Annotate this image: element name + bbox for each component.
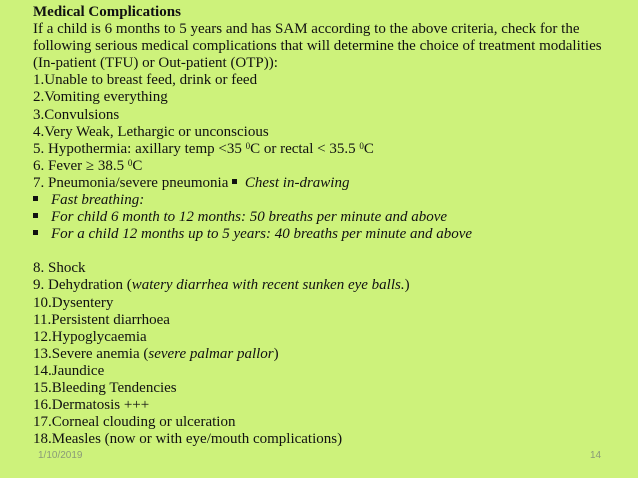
text-segment: C [363,140,374,157]
square-bullet-icon [33,226,51,243]
text-segment: 8. Shock [33,260,86,277]
square-bullet-icon [33,209,51,226]
list-item [33,141,623,158]
bullet-item [33,226,623,243]
bullet-item [33,192,623,209]
text-segment: 4.Very Weak, Lethargic or unconscious [33,123,269,140]
text-segment: For a child 12 months up to 5 years: 40 breaths per minute and above [51,226,473,243]
list-item [33,380,623,397]
list-item [33,431,623,448]
text-segment: 11.Persistent diarrhoea [33,311,170,328]
slide-body [33,4,623,448]
text-segment: ) [404,277,410,294]
text-segment: Chest in-drawing [241,174,350,191]
text-segment: 15.Bleeding Tendencies [33,379,177,396]
list-item [33,158,623,175]
text-segment: severe palmar pallor [148,345,274,362]
list-item [33,397,623,414]
list-item [33,89,623,106]
text-segment: ) [273,345,279,362]
text-segment: 6. Fever ≥ 38.5 [33,157,128,174]
text-segment: 14.Jaundice [33,362,105,379]
slide-date: 1/10/2019 [38,450,83,461]
square-bullet-icon [33,192,51,209]
list-item [33,295,623,312]
text-segment: 12.Hypoglycaemia [33,328,147,345]
slide-title: Medical Complications [33,4,181,20]
text-segment: 10.Dysentery [33,294,114,311]
list-item [33,124,623,141]
list-item [33,346,623,363]
text-segment: 13.Severe anemia ( [33,345,149,362]
square-bullet-icon [232,179,237,184]
degree-superscript: 0 [127,157,133,168]
complications-list [33,72,623,448]
bullet-item [33,209,623,226]
list-item [33,260,623,277]
degree-superscript: 0 [359,140,364,151]
list-item [33,312,623,329]
text-segment: 9. Dehydration ( [33,277,132,294]
list-item [33,175,623,192]
list-item [33,414,623,431]
text-segment: watery diarrhea with recent sunken eye balls. [131,277,405,294]
text-segment: 16.Dermatosis +++ [33,397,150,414]
text-segment: 5. Hypothermia: axillary temp <35 [33,140,246,157]
degree-superscript: 0 [245,140,251,151]
list-item [33,363,623,380]
slide-number: 14 [590,450,602,461]
text-segment: 3.Convulsions [33,106,120,123]
text-segment: 18.Measles (now or with eye/mouth complications) [33,431,343,448]
text-segment: 7. Pneumonia/severe pneumonia [33,174,233,191]
list-item [33,277,623,294]
text-segment: For child 6 month to 12 months: 50 breaths per minute and above [51,209,448,226]
text-segment: 2.Vomiting everything [33,89,168,106]
text-segment: C or rectal < 35.5 [250,140,360,157]
text-segment: 17.Corneal clouding or ulceration [33,414,236,431]
text-segment: C [132,157,143,174]
list-item [33,107,623,124]
list-item [33,329,623,346]
text-segment: Fast breathing: [51,192,145,209]
list-item [33,72,623,89]
text-segment: 1.Unable to breast feed, drink or feed [33,72,258,89]
intro-paragraph: If a child is 6 months to 5 years and has SAM according to the above criteria, check for the following serious medical complications that will determine the choice of treatment modalities (In-patient (TFU) or Out-patient (OTP)): [33,21,602,72]
spacer [33,243,623,260]
